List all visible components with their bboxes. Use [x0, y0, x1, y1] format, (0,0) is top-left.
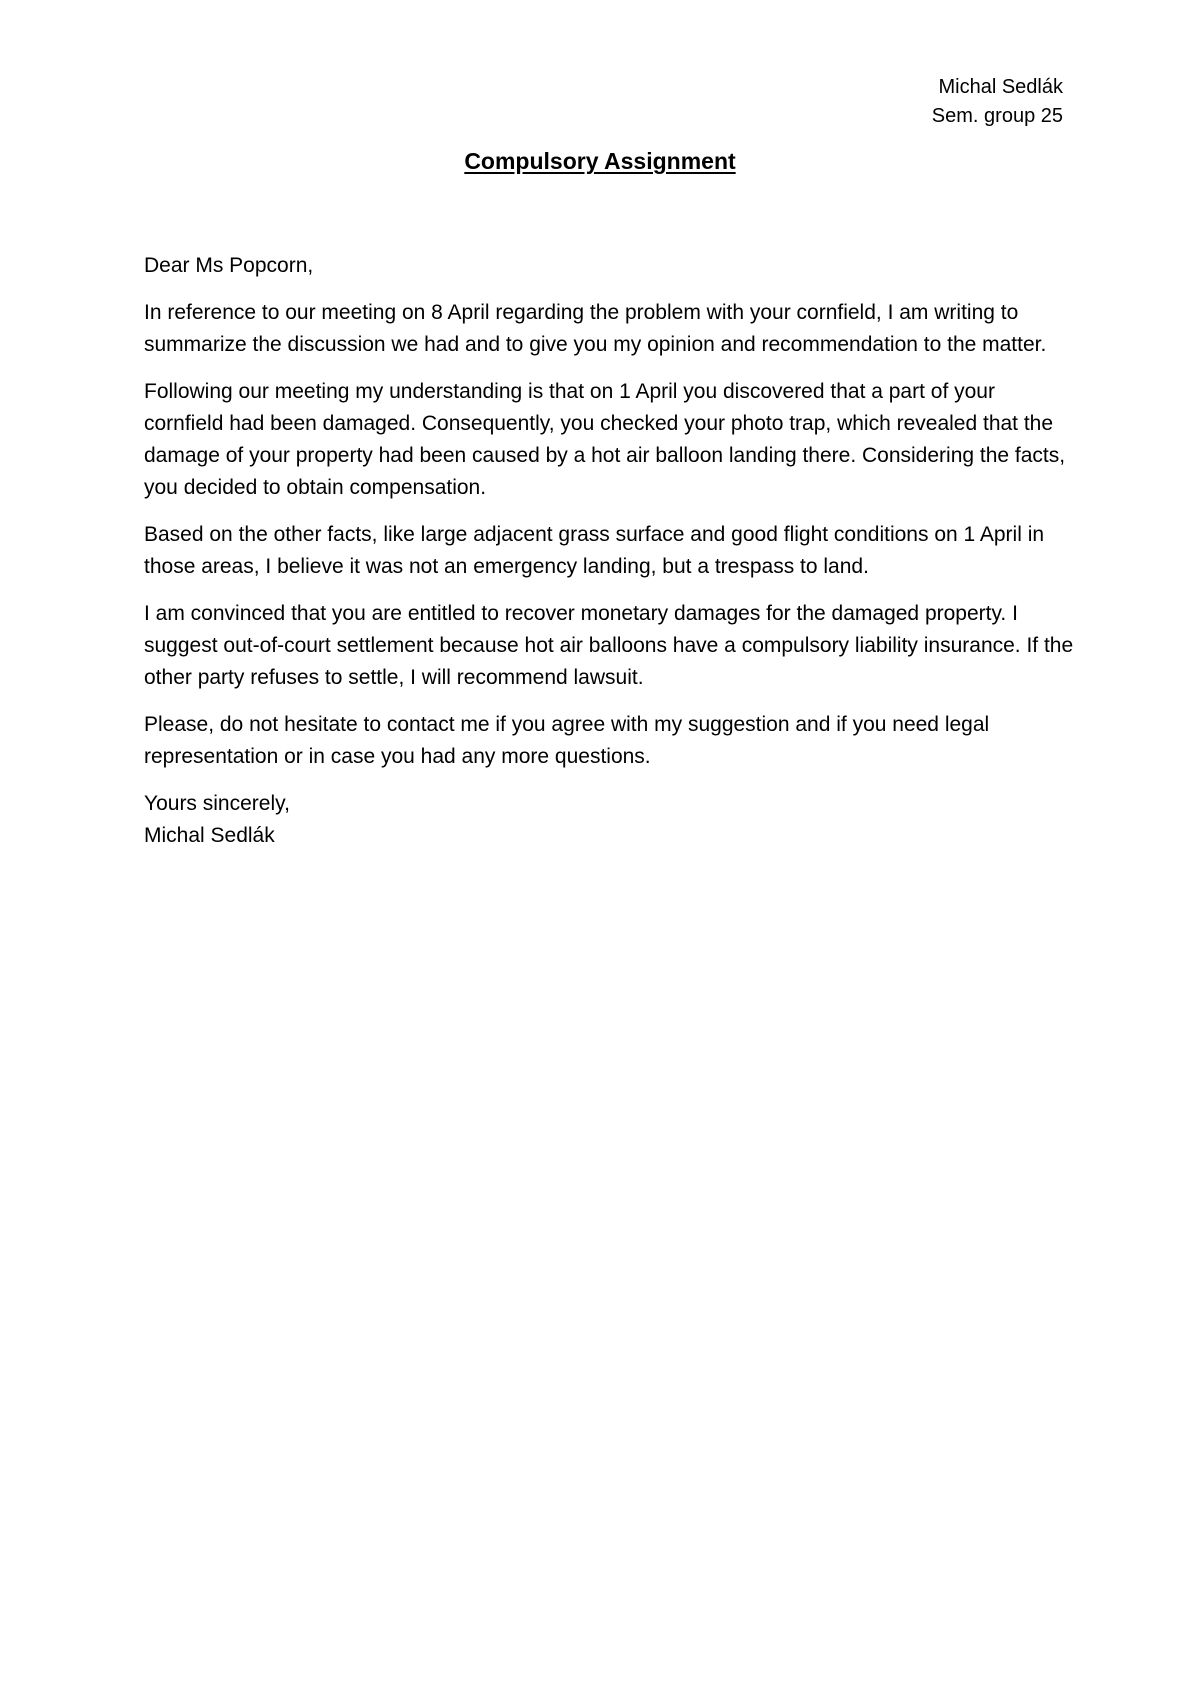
salutation: Dear Ms Popcorn, [144, 254, 314, 277]
signature-name: Michal Sedlák [144, 824, 275, 847]
closing-phrase: Yours sincerely, [144, 792, 290, 815]
closing-block [144, 788, 1074, 852]
paragraph: Based on the other facts, like large adjacent grass surface and good flight conditions on 1 April in those areas, I believe it was not an emergency landing, but a trespass to land. [144, 523, 1045, 578]
author-name: Michal Sedlák [938, 76, 1063, 98]
paragraph: Following our meeting my understanding is that on 1 April you discovered that a part of your cornfield had been damaged. Consequently, you checked your photo trap, which revealed that the damage of your property had been caused by a hot air balloon landing there. Considering the facts, you decided to obtain compensation. [144, 380, 1066, 499]
seminar-group: Sem. group 25 [931, 105, 1063, 127]
paragraph: In reference to our meeting on 8 April regarding the problem with your cornfield, I am writing to summarize the discussion we had and to give you my opinion and recommendation to the matter. [144, 301, 1047, 356]
author-header [932, 73, 1063, 131]
paragraph: I am convinced that you are entitled to recover monetary damages for the damaged property. I suggest out-of-court settlement because hot air balloons have a compulsory liability insurance. If the other party refuses to settle, I will recommend lawsuit. [144, 602, 1074, 689]
paragraph: Please, do not hesitate to contact me if you agree with my suggestion and if you need legal representation or in case you had any more questions. [144, 713, 990, 768]
document-title: Compulsory Assignment [464, 148, 736, 174]
letter-body [144, 250, 1074, 852]
